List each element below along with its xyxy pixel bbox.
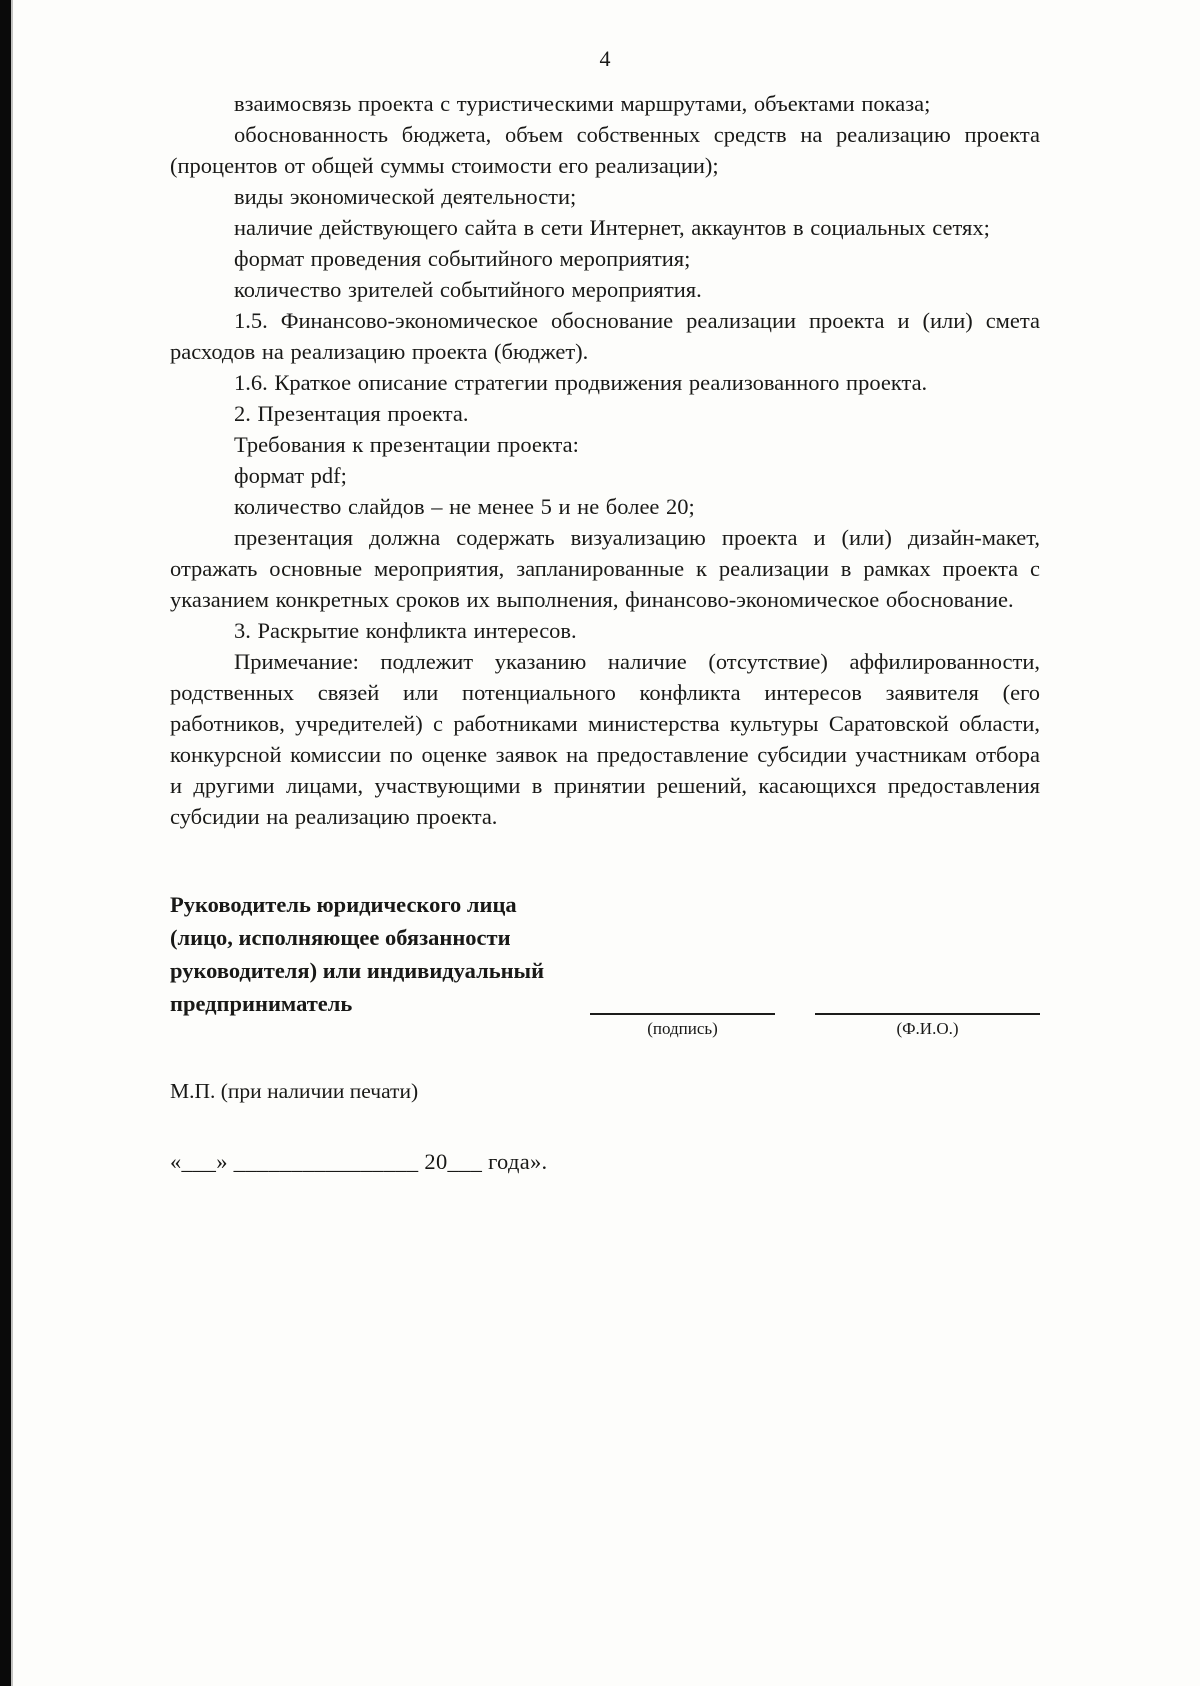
signer-role bbox=[170, 888, 590, 1020]
paragraph: презентация должна содержать визуализацию проекта и (или) дизайн-макет, отражать основные мероприятия, запланированные к реализации в рамках проекта с указанием конкретных сроков их выполнения, финансово-экономическое обоснование. bbox=[170, 525, 1040, 612]
page-number: 4 bbox=[599, 46, 611, 71]
document-body bbox=[170, 88, 1040, 832]
signer-role-line: руководителя) или индивидуальный bbox=[170, 958, 545, 983]
signer-role-line: предприниматель bbox=[170, 991, 353, 1016]
paragraph: Примечание: подлежит указанию наличие (отсутствие) аффилированности, родственных связей или потенциального конфликта интересов заявителя (его работников, учредителей) с работниками министерства культуры Саратовской области, конкурсной комиссии по оценке заявок на предоставление субсидии участникам отбора и другими лицами, участвующими в принятии решений, касающихся предоставления субсидии на реализацию проекта. bbox=[170, 649, 1040, 829]
paragraph: обоснованность бюджета, объем собственных средств на реализацию проекта (процентов от общей суммы стоимости его реализации); bbox=[170, 122, 1040, 178]
signature-field bbox=[590, 1013, 775, 1040]
paragraph: 1.5. Финансово-экономическое обоснование реализации проекта и (или) смета расходов на реализацию проекта (бюджет). bbox=[170, 308, 1040, 364]
signer-role-line: (лицо, исполняющее обязанности bbox=[170, 925, 511, 950]
signature-caption: (подпись) bbox=[647, 1019, 718, 1038]
paragraph: формат pdf; bbox=[234, 463, 347, 488]
signature-line bbox=[590, 1013, 775, 1015]
stamp-note: М.П. (при наличии печати) bbox=[170, 1079, 419, 1103]
paragraph: 1.6. Краткое описание стратегии продвижения реализованного проекта. bbox=[234, 370, 928, 395]
signature-section bbox=[170, 888, 1040, 1038]
paragraph: количество зрителей событийного мероприятия. bbox=[234, 277, 702, 302]
signer-role-line: Руководитель юридического лица bbox=[170, 892, 517, 917]
paragraph: взаимосвязь проекта с туристическими маршрутами, объектами показа; bbox=[234, 91, 931, 116]
paragraph: 2. Презентация проекта. bbox=[234, 401, 469, 426]
paragraph: 3. Раскрытие конфликта интересов. bbox=[234, 618, 577, 643]
fio-field bbox=[815, 1013, 1040, 1040]
paragraph: формат проведения событийного мероприятия; bbox=[234, 246, 691, 271]
date-line: «___» ________________ 20___ года». bbox=[170, 1149, 548, 1174]
paragraph: количество слайдов – не менее 5 и не более 20; bbox=[234, 494, 695, 519]
fio-caption: (Ф.И.О.) bbox=[896, 1019, 959, 1038]
paragraph: виды экономической деятельности; bbox=[234, 184, 577, 209]
fio-line bbox=[815, 1013, 1040, 1015]
paragraph: Требования к презентации проекта: bbox=[234, 432, 579, 457]
paragraph: наличие действующего сайта в сети Интернет, аккаунтов в социальных сетях; bbox=[234, 215, 990, 240]
signature-lines bbox=[590, 908, 1040, 1040]
